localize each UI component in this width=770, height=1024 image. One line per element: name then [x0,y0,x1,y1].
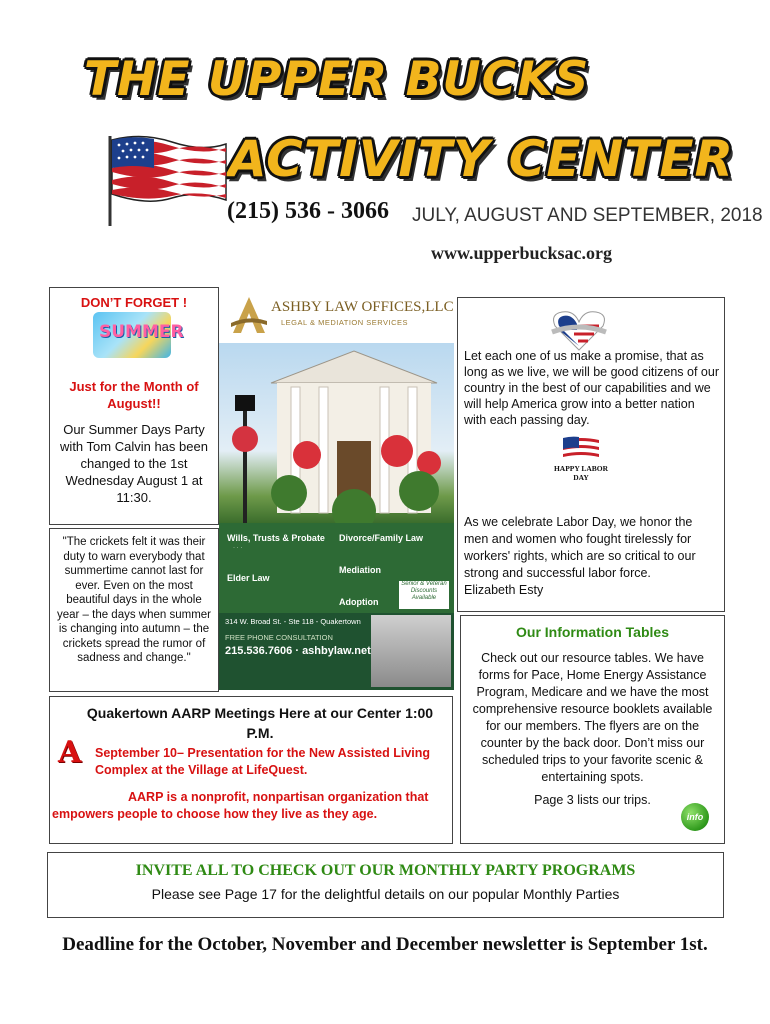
aarp-meetings-box [49,696,453,844]
labor-day-flag-icon [561,434,601,462]
ad-header [219,287,454,343]
ad-tagline: LEGAL & MEDIATION SERVICES [281,318,409,327]
ad-consult: FREE PHONE CONSULTATION [225,633,333,642]
ad-service-adoption: Adoption [339,597,379,607]
labor-day-label: HAPPY LABOR DAY [553,464,609,482]
issue-dates: JULY, AUGUST AND SEPTEMBER, 2018 [412,205,763,226]
ad-firm-name: ASHBY LAW OFFICES,LLC [271,299,454,315]
summer-graphic-icon: SUMMER [93,312,171,358]
ad-service-wills: Wills, Trusts & Probate [227,533,325,543]
ashby-logo-icon [231,295,267,335]
ad-service-elder: Elder Law [227,573,270,583]
labor-day-box [457,297,725,612]
phone-number: (215) 536 - 3066 [227,198,389,224]
labor-day-text: As we celebrate Labor Day, we honor the men and women who fought tirelessly for workers' rights, which are so critical to our strong and successful labor force. [464,515,696,580]
ad-service-mediation: Mediation [339,565,381,575]
ad-contact-footer [219,613,454,690]
information-tables-heading: Our Information Tables [516,624,669,640]
ad-service-divorce: Divorce/Family Law [339,533,424,543]
crickets-quote-box [49,528,219,692]
aarp-logo-icon: A [58,735,82,770]
aarp-heading: Quakertown AARP Meetings Here at our Center 1:00 P.M. [86,705,434,741]
dont-forget-box [49,287,219,525]
monthly-party-box [47,852,724,918]
heart-flag-icon [550,310,608,352]
american-flag-icon [102,130,232,230]
promise-text: Let each one of us make a promise, that as long as we live, we will be good citizens of our country in the best of our capabilities and we will help America grow into a better nation with each passing day. [464,349,719,427]
monthly-party-body: Please see Page 17 for the delightful details on our popular Monthly Parties [151,886,620,902]
newsletter-deadline: Deadline for the October, November and December newsletter is September 1st. [62,934,708,955]
dont-forget-subheading: Just for the Month of August!! [69,379,199,411]
aarp-note: AARP is a nonprofit, nonpartisan organization that empowers people to choose how they live as they age. [52,790,429,821]
ad-services-list [219,523,454,613]
information-tables-box [460,615,725,844]
monthly-party-heading: INVITE ALL TO CHECK OUT OUR MONTHLY PARTY PROGRAMS [135,862,636,879]
labor-day-author: Elizabeth Esty [464,583,544,597]
website-link[interactable]: www.upperbucksac.org [431,243,613,263]
aarp-event-text: September 10– Presentation for the New Assisted Living Complex at the Village at LifeQuest. [95,746,431,777]
ad-discount-badge: Senior & Veteran Discounts Available [399,581,449,609]
office-building-photo [219,343,454,523]
dont-forget-body: Our Summer Days Party with Tom Calvin has been changed to the 1st Wednesday August 1 at 11:30. [60,422,208,505]
ad-service-wills-details: · · · [233,545,243,551]
masthead-title-line1: THE UPPER BUCKS [84,52,590,107]
info-badge-icon: info [681,803,709,831]
ad-staff-photo [371,615,451,687]
dont-forget-heading: DON’T FORGET ! [80,295,188,310]
ad-address: 314 W. Broad St. - Ste 118 - Quakertown [225,617,361,626]
crickets-quote-text: "The crickets felt it was their duty to warn everybody that summertime cannot last for ever. Even on the most beautiful days in the whole year – the days when summer is changing into autumn – the crickets spread the rumor of sadness and change." [56,536,212,664]
ashby-law-advertisement[interactable] [219,287,454,690]
trips-page-note: Page 3 lists our trips. [534,793,651,807]
masthead-title-line2: ACTIVITY CENTER [228,130,735,188]
information-tables-body: Check out our resource tables. We have forms for Pace, Home Energy Assistance Program, Medicare and we have the most comprehensive resource booklets available for our members. The flyers are on the counter by the back door. Don’t miss our scheduled trips to your favorite scenic & entertaining spots. [472,651,713,784]
ad-contact: 215.536.7606 · ashbylaw.net [225,645,371,657]
